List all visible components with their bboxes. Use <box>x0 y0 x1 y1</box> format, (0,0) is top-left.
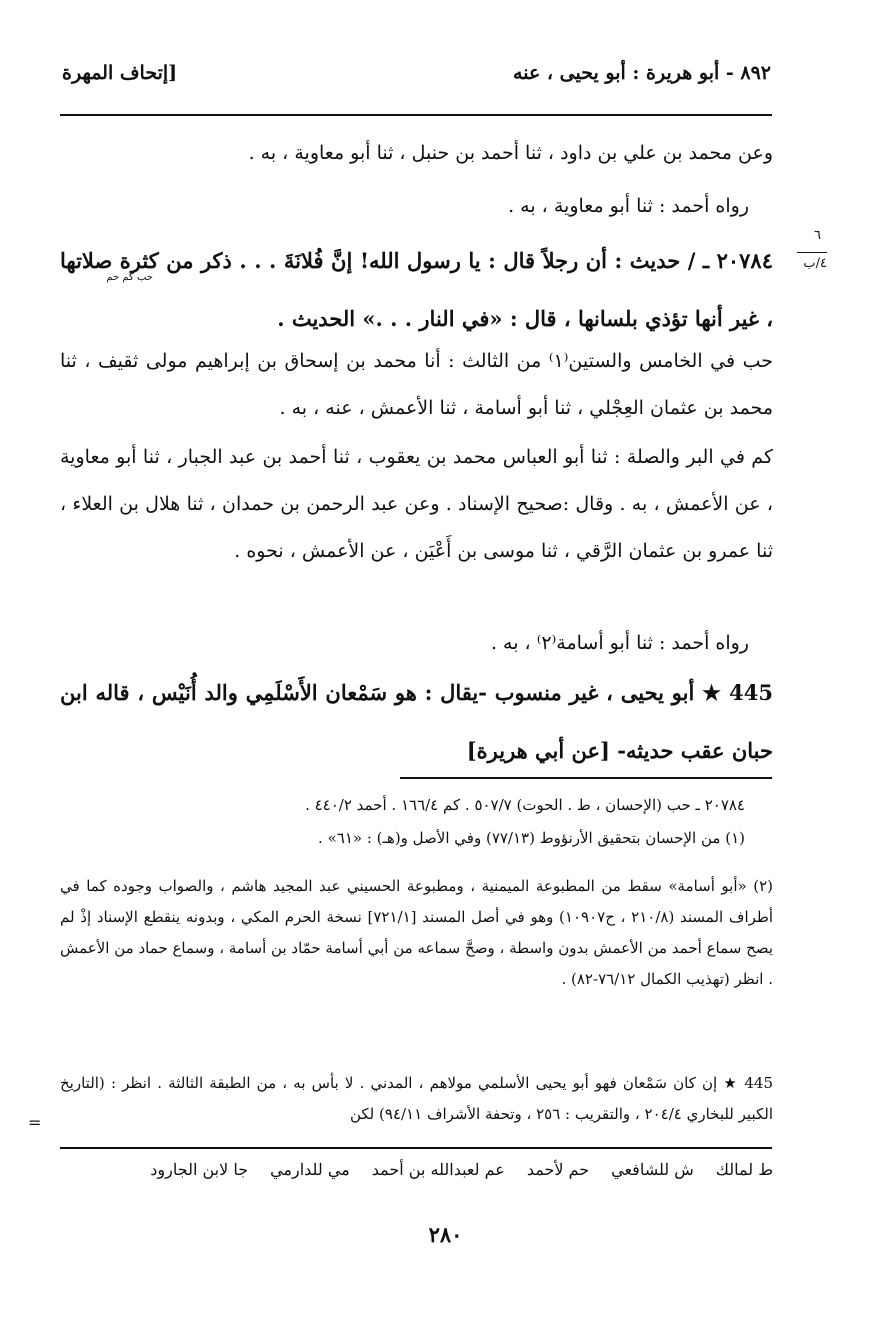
footnote-source: ٢٠٧٨٤ ـ حب (الإحسان ، ط . الحوت) ٥٠٧/٧ . كم ١٦٦/٤ . أحمد ٤٤٠/٢ . <box>305 796 745 814</box>
header-rule <box>60 114 772 116</box>
abbreviations-legend <box>60 1160 773 1179</box>
hadith-20784: ٢٠٧٨٤ ـ / حديث : أن رجلاً قال : يا رسول الله! إنَّ فُلانَةَ . . . ذكر من كثرة صلاتها ، غير أنها تؤذي بلسانها ، قال : «في النار . . .» الحديث . <box>60 248 773 331</box>
continuation-mark: = <box>28 1113 42 1132</box>
footnote-445: 445 ★ إن كان سَمْعان فهو أبو يحيى الأسلمي مولاهم ، المدني . لا بأس به ، من الطبقة الثالثة . انظر : (التاريخ الكبير للبخاري ٢٠٤/٤ ، والتقريب : ٢٥٦ ، وتحفة الأشراف ٩٤/١١) لكن <box>60 1074 773 1123</box>
abbr-ahmad: حم لأحمد <box>526 1160 590 1179</box>
paragraph-5: كم في البر والصلة : ثنا أبو العباس محمد بن يعقوب ، ثنا أحمد بن عبد الجبار ، ثنا أبو معاوية ، عن الأعمش ، به . وقال :صحيح الإسناد . وعن عبد الرحمن بن حمدان ، ثنا هلال بن العلاء ، ثنا عمرو بن عثمان الرَّقي ، ثنا موسى بن أَعْيَن ، عن الأعمش ، نحوه . <box>60 446 773 562</box>
paragraph-6: رواه أحمد : ثنا أبو أسامة⁽٢⁾ ، به . <box>490 632 749 654</box>
running-header-chapter: ٨٩٢ - أبو هريرة : أبو يحيى ، عنه <box>513 62 771 84</box>
abbr-darimi: مي للدارمي <box>270 1160 350 1179</box>
abbr-abdullah: عم لعبدالله بن أحمد <box>371 1160 505 1179</box>
entry-445-heading: 445 ★ أبو يحيى ، غير منسوب -يقال : هو سَمْعان الأَسْلَمِي والد أُنَيْس ، قاله ابن حبان عقب حديثه- [عن أبي هريرة] <box>60 680 773 763</box>
margin-note-top: ٦ <box>814 228 821 243</box>
abbreviations-rule <box>60 1147 772 1149</box>
page-number: ٢٨٠ <box>428 1222 463 1247</box>
paragraph-1: وعن محمد بن علي بن داود ، ثنا أحمد بن حنبل ، ثنا أبو معاوية ، به . <box>248 142 773 164</box>
footnote-2: (٢) «أبو أسامة» سقط من المطبوعة الميمنية ، ومطبوعة الحسيني عبد المجيد هاشم ، والصواب وجوده كما في أطراف المسند (٢١٠/٨ ، ح١٠٩٠٧) وهو في أصل المسند [٧٢١/١] نسخة الحرم المكي ، وبدونه ينقطع الإسناد إذْ لم يصح سماع أحمد من الأعمش بدون واسطة ، وصحَّ سماعه من أبي أسامة حمّاد بن أسامة ، وسماع حماد من الأعمش . انظر (تهذيب الكمال ٧٦/١٢-٨٢) . <box>60 877 773 988</box>
source-sigla: حب كم حم <box>106 272 153 283</box>
abbr-malik: ط لمالك <box>715 1160 773 1179</box>
paragraph-2: رواه أحمد : ثنا أبو معاوية ، به . <box>508 195 749 217</box>
abbr-shafii: ش للشافعي <box>611 1160 694 1179</box>
margin-note-bottom: ٤/ب <box>803 256 827 271</box>
paragraph-4: حب في الخامس والستين⁽١⁾ من الثالث : أنا محمد بن إسحاق بن إبراهيم مولى ثقيف ، ثنا محمد بن عثمان العِجْلي ، ثنا أبو أسامة ، ثنا الأعمش ، عنه ، به . <box>60 350 773 419</box>
footnote-1: (١) من الإحسان بتحقيق الأرنؤوط (٧٧/١٣) وفي الأصل و(هـ) : «٦١» . <box>318 829 745 847</box>
abbr-jarud: جا لابن الجارود <box>150 1160 249 1179</box>
running-header-book: [إتحاف المهرة <box>62 62 178 84</box>
margin-note-rule <box>797 252 827 253</box>
footnote-rule <box>400 777 772 779</box>
